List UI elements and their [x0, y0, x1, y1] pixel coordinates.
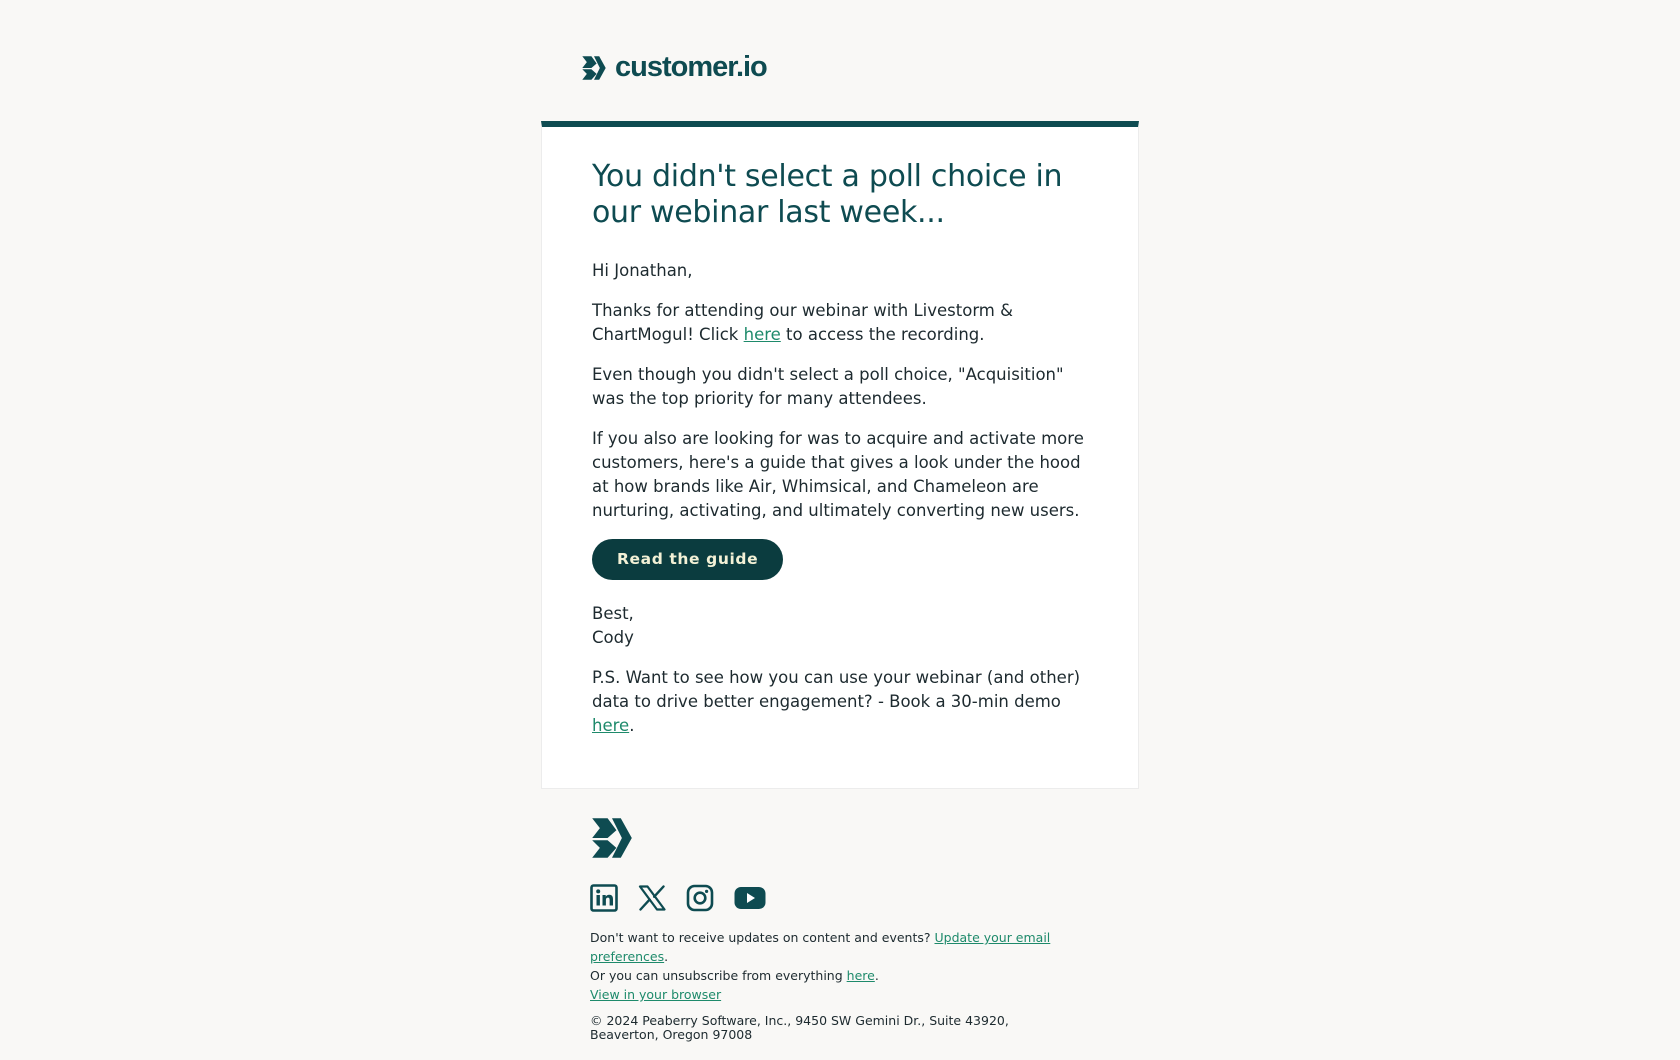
instagram-link[interactable]	[686, 886, 714, 914]
x-twitter-icon	[638, 884, 666, 916]
ps-text-after: .	[629, 716, 635, 735]
signoff-line: Best,	[592, 604, 634, 623]
signoff-name: Cody	[592, 628, 634, 647]
linkedin-link[interactable]	[590, 886, 618, 914]
unsubscribe-link[interactable]: here	[846, 968, 875, 983]
signoff	[592, 602, 1088, 650]
unsubscribe-line	[590, 966, 1089, 985]
ps-paragraph	[592, 666, 1088, 738]
prefs-text: Don't want to receive updates on content and events?	[590, 930, 935, 945]
read-guide-button[interactable]: Read the guide	[592, 539, 783, 580]
x-twitter-link[interactable]	[638, 886, 666, 914]
instagram-icon	[686, 884, 714, 916]
update-preferences-link[interactable]: Update your email preferences	[590, 930, 1051, 964]
recording-text-before: Thanks for attending our webinar with Livestorm & ChartMogul! Click	[592, 301, 1013, 344]
greeting: Hi Jonathan,	[592, 261, 693, 280]
book-demo-link[interactable]: here	[592, 716, 630, 735]
ps-text-before: P.S. Want to see how you can use your webinar (and other) data to drive better engagement? - Book a 30-min demo	[592, 668, 1081, 711]
youtube-link[interactable]	[734, 886, 766, 914]
prefs-line	[590, 928, 1089, 966]
email-card	[541, 121, 1139, 789]
youtube-icon	[734, 886, 766, 914]
email-container	[541, 0, 1139, 1042]
customerio-logo-icon	[581, 55, 607, 81]
recording-link[interactable]: here	[743, 325, 781, 344]
brand-name: customer.io	[615, 51, 767, 83]
customerio-mark-icon	[590, 816, 1089, 860]
email-footer	[541, 789, 1139, 1042]
email-headline: You didn't select a poll choice in our webinar last week...	[592, 159, 1063, 230]
browser-line	[590, 985, 1089, 1004]
view-in-browser-link[interactable]: View in your browser	[590, 987, 722, 1002]
brand-logo-link[interactable]	[581, 51, 767, 84]
email-header	[541, 0, 1139, 121]
social-links	[590, 886, 1089, 914]
copyright-text: © 2024 Peaberry Software, Inc., 9450 SW Gemini Dr., Suite 43920, Beaverton, Oregon 97008	[590, 1013, 1009, 1042]
poll-paragraph: Even though you didn't select a poll choice, "Acquisition" was the top priority for many attendees.	[592, 365, 1064, 408]
linkedin-icon	[590, 884, 618, 916]
unsubscribe-period: .	[874, 968, 879, 983]
prefs-period: .	[664, 949, 669, 964]
guide-paragraph: If you also are looking for was to acquire and activate more customers, here's a guide that gives a look under the hood at how brands like Air, Whimsical, and Chameleon are nurturing, activating, and ultimately converting new users.	[592, 429, 1084, 520]
footer-links	[590, 928, 1089, 1004]
footer-logo-link[interactable]	[590, 816, 1089, 860]
recording-text-after: to access the recording.	[780, 325, 985, 344]
unsubscribe-text: Or you can unsubscribe from everything	[590, 968, 847, 983]
recording-paragraph	[592, 299, 1088, 347]
